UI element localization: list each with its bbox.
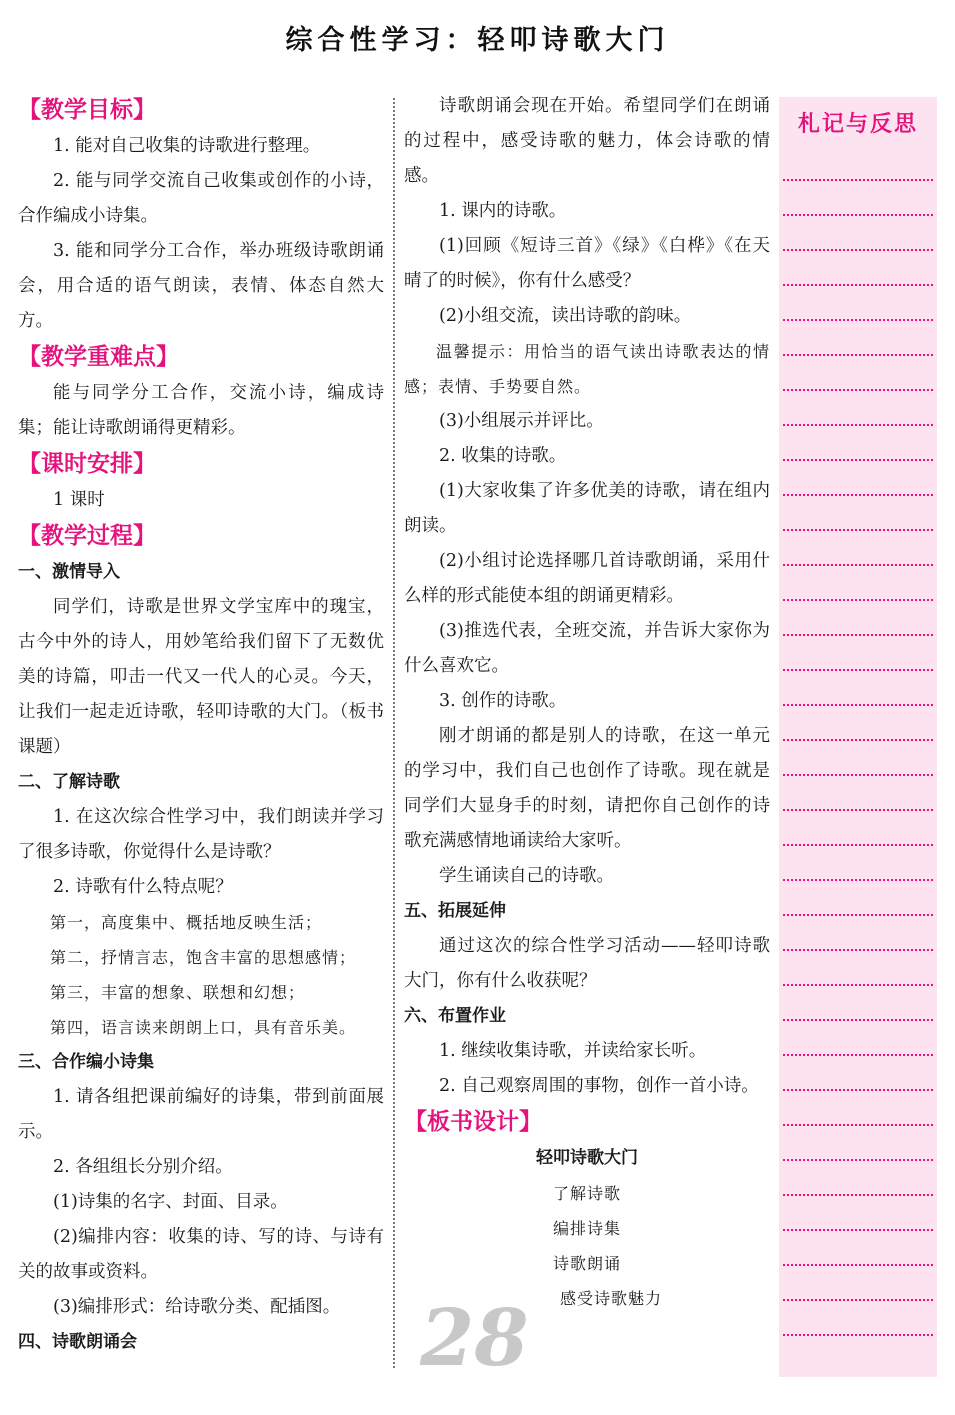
paragraph: (2)小组交流，读出诗歌的韵味。 [439, 306, 692, 326]
note-line [783, 949, 933, 951]
goal-item: 2. 能与同学交流自己收集或创作的小诗，合作编成小诗集。 [18, 171, 384, 226]
note-line [783, 704, 933, 706]
paragraph: 2. 各组组长分别介绍。 [53, 1157, 233, 1177]
section-heading-key-points: 【教学重难点】 [18, 344, 179, 370]
paragraph: (3)推选代表，全班交流，并告诉大家你为什么喜欢它。 [404, 621, 770, 676]
paragraph: 同学们，诗歌是世界文学宝库中的瑰宝，古今中外的诗人，用妙笔给我们留下了无数优美的诗篇，叩击一代又一代人的心灵。今天，让我们一起走近诗歌，轻叩诗歌的大门。（板书课题） [18, 597, 384, 757]
paragraph: (3)编排形式：给诗歌分类、配插图。 [53, 1297, 341, 1317]
note-line [783, 389, 933, 391]
note-line [783, 1229, 933, 1231]
note-line [783, 459, 933, 461]
note-line [783, 1159, 933, 1161]
note-line [783, 1019, 933, 1021]
feature-point: 第一，高度集中、概括地反映生活； [50, 913, 323, 932]
note-line [783, 494, 933, 496]
note-line [783, 634, 933, 636]
note-line [783, 599, 933, 601]
paragraph: 1. 请各组把课前编好的诗集，带到前面展示。 [18, 1087, 384, 1142]
note-line [783, 739, 933, 741]
homework-item: 2. 自己观察周围的事物，创作一首小诗。 [439, 1076, 759, 1096]
paragraph: 3. 创作的诗歌。 [439, 691, 567, 711]
column-divider [393, 98, 395, 1368]
paragraph: 2. 诗歌有什么特点呢？ [53, 877, 233, 897]
note-line [783, 284, 933, 286]
goal-item: 1. 能对自己收集的诗歌进行整理。 [53, 136, 321, 156]
paragraph: 刚才朗诵的都是别人的诗歌，在这一单元的学习中，我们自己也创作了诗歌。现在就是同学们大显身手的时刻，请把你自己创作的诗歌充满感情地诵读给大家听。 [404, 726, 770, 851]
page-title: 综合性学习：轻叩诗歌大门 [285, 25, 670, 56]
paragraph: 诗歌朗诵会现在开始。希望同学们在朗诵的过程中，感受诗歌的魅力，体会诗歌的情感。 [404, 96, 770, 186]
homework-item: 1. 继续收集诗歌，并读给家长听。 [439, 1041, 707, 1061]
paragraph: 2. 收集的诗歌。 [439, 446, 567, 466]
paragraph: (2)小组讨论选择哪几首诗歌朗诵，采用什么样的形式能使本组的朗诵更精彩。 [404, 551, 770, 606]
note-line [783, 1124, 933, 1126]
note-line [783, 844, 933, 846]
step-title: 六、布置作业 [404, 1006, 506, 1026]
section-heading-goals: 【教学目标】 [18, 97, 156, 123]
note-line [783, 529, 933, 531]
paragraph: (2)编排内容：收集的诗、写的诗、与诗有关的故事或资料。 [18, 1227, 384, 1282]
schedule-text: 1 课时 [53, 490, 105, 510]
note-line [783, 1089, 933, 1091]
left-column [18, 92, 384, 1360]
tip-text: 温馨提示：用恰当的语气读出诗歌表达的情感；表情、手势要自然。 [404, 342, 770, 396]
step-title: 三、合作编小诗集 [18, 1052, 154, 1072]
note-line [783, 354, 933, 356]
feature-point: 第二，抒情言志，饱含丰富的思想感情； [50, 948, 357, 967]
note-line [783, 179, 933, 181]
paragraph: (1)大家收集了许多优美的诗歌，请在组内朗读。 [404, 481, 770, 536]
board-item: 了解诗歌 [552, 1184, 621, 1203]
note-line [783, 1194, 933, 1196]
note-line [783, 669, 933, 671]
feature-point: 第三，丰富的想象、联想和幻想； [50, 983, 306, 1002]
paragraph: 1. 在这次综合性学习中，我们朗读并学习了很多诗歌，你觉得什么是诗歌？ [18, 807, 384, 862]
section-heading-schedule: 【课时安排】 [18, 451, 156, 477]
section-heading-board: 【板书设计】 [404, 1109, 542, 1135]
note-line [783, 879, 933, 881]
page-number: 28 [420, 1293, 529, 1384]
note-line [783, 1299, 933, 1301]
note-line [783, 1334, 933, 1336]
notes-title: 札记与反思 [797, 112, 918, 137]
paragraph: (3)小组展示并评比。 [439, 411, 604, 431]
note-line [783, 984, 933, 986]
paragraph: 学生诵读自己的诗歌。 [439, 866, 614, 886]
key-points-text: 能与同学分工合作，交流小诗，编成诗集；能让诗歌朗诵得更精彩。 [18, 383, 384, 438]
board-item: 感受诗歌魅力 [559, 1289, 662, 1308]
step-title: 一、激情导入 [18, 562, 120, 582]
note-line [783, 1054, 933, 1056]
board-title: 轻叩诗歌大门 [536, 1148, 638, 1168]
note-line [783, 774, 933, 776]
paragraph: (1)回顾《短诗三首》《绿》《白桦》《在天晴了的时候》，你有什么感受？ [404, 236, 770, 291]
board-item: 诗歌朗诵 [552, 1254, 621, 1273]
note-line [783, 914, 933, 916]
middle-column [404, 89, 770, 1316]
paragraph: 1. 课内的诗歌。 [439, 201, 567, 221]
feature-point: 第四，语言读来朗朗上口，具有音乐美。 [50, 1018, 357, 1037]
note-line [783, 319, 933, 321]
note-line [783, 809, 933, 811]
paragraph: (1)诗集的名字、封面、目录。 [53, 1192, 288, 1212]
goal-item: 3. 能和同学分工合作，举办班级诗歌朗诵会，用合适的语气朗读，表情、体态自然大方。 [18, 241, 384, 331]
section-heading-process: 【教学过程】 [18, 523, 156, 549]
paragraph: 通过这次的综合性学习活动——轻叩诗歌大门，你有什么收获呢？ [404, 936, 770, 991]
notes-sidebar [779, 97, 937, 1377]
note-line [783, 424, 933, 426]
board-item: 编排诗集 [552, 1219, 621, 1238]
note-line [783, 1264, 933, 1266]
note-line [783, 564, 933, 566]
note-line [783, 214, 933, 216]
note-line [783, 249, 933, 251]
step-title: 四、诗歌朗诵会 [18, 1332, 137, 1352]
step-title: 二、了解诗歌 [18, 772, 120, 792]
step-title: 五、拓展延伸 [404, 901, 506, 921]
